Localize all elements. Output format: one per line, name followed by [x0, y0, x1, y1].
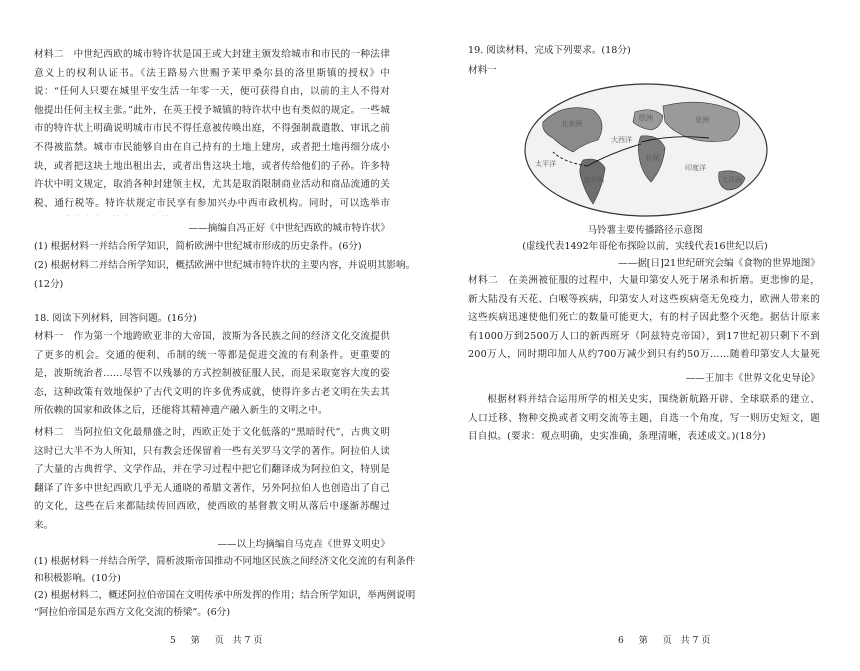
- map-label-africa: 非洲: [645, 154, 659, 162]
- map-source: ——据[日]21世纪研究会编《食物的世界地图》: [618, 258, 820, 269]
- map-label-north-america: 北美洲: [561, 120, 582, 128]
- q18-question-1: (1) 根据材料一并结合所学，简析波斯帝国推动不同地区民族之间经济文化交流的有利条件: [34, 556, 416, 567]
- map-label-indian-ocean: 印度洋: [685, 164, 706, 172]
- q19-material2: 材料二 在美洲被征服的过程中，大量印第安人死于屠杀和折磨。更悲惨的是，新大陆没有天花、白喉等疾病，印第安人对这些疾病毫无免疫力，欧洲人带来的这些疾病迅速使他们死亡的数量可能更大，有的村子因此整个灭绝。据估计原来有1000万到2500万人口的新西班牙（阿兹特克帝国），到17世纪初只剩下不到200万人，同时期印加人从约700万减少到只有约50万……随着印第安人大量死: [468, 275, 820, 361]
- map-label-oceania: 大洋洲: [721, 176, 742, 184]
- map-label-europe: 欧洲: [639, 114, 653, 122]
- q18-material1: 材料一 作为第一个地跨欧亚非的大帝国，波斯为各民族之间的经济文化交流提供了更多的机会。交通的便利、币制的统一等都是促进交流的有利条件。更重要的是，波斯统治者……尽管不以残暴的方式控制被征服人民，而是采取宽容大度的姿态，这种政策有效地保护了古代文明的许多优秀成就，使得许多古老文明在失去其所依赖的国家和政体之后，还能将其精神遗产融入新生的文明之中。: [34, 331, 390, 417]
- potato-route-map: [523, 82, 769, 218]
- map-label-pacific: 太平洋: [535, 160, 556, 168]
- world-map-graphic: [523, 82, 769, 218]
- q18-question-1-cont: 和积极影响。(10分): [34, 573, 121, 584]
- right-page: [430, 0, 860, 671]
- q19-material2-source: ——王加丰《世界文化史导论》: [685, 373, 820, 384]
- q17-question-2-score: (12分): [34, 279, 64, 290]
- page-number-6: 6 第 页 共7页: [618, 636, 714, 646]
- map-note: (虚线代表1492年哥伦布探险以前，实线代表16世纪以后): [522, 241, 768, 252]
- map-label-atlantic: 大西洋: [611, 136, 632, 144]
- map-caption: 马铃薯主要传播路径示意图: [587, 225, 703, 236]
- page-number-5: 5 第 页 共7页: [170, 636, 266, 646]
- q19-task: 根据材料并结合运用所学的相关史实，围绕新航路开辟、全球联系的建立、人口迁移、物种交换或者文明交流等主题，自选一个角度，写一则历史短文，题目自拟。(要求：观点明确，史实准确，条理清晰，表述成文。)(18分): [468, 394, 820, 443]
- q19-title: 19. 阅读材料，完成下列要求。(18分): [468, 45, 631, 56]
- q17-material2: 材料二 中世纪西欧的城市特许状是国王或大封建主颁发给城市和市民的一种法律意义上的权利认证书。《法王路易六世赐予茉甲桑尔县的洛里斯镇的授权》中说：“任何人只要在城里平安生活一年零一天，便可获得自由，以前的主人不得对他提出任何主权主张。”此外，在英王授予城镇的特许状中也有类似的规定。一些城市的特许状上明确说明城市市民不得任意被传唤出庭，不得强制裁遣散、审讯之前不得被监禁。城市市民能够自由在自己持有的土地上建房，或者把土地再细分成小块，或者把这块土地出租出去，或者出售这块土地，或者传给他们的子孙。许多特许状中明文规定，取消各种封建领主权，尤其是取消限制商业活动和商品流通的关税、通行税等。特许状规定市民享有参加兴办中西市政机构。同时，可以选举市: [34, 49, 390, 209]
- q18-question-2: (2) 根据材料二，概述阿拉伯帝国在文明传承中所发挥的作用；结合所学知识，举两例说明: [34, 590, 416, 601]
- q17-question-1: (1) 根据材料一并结合所学知识，简析欧洲中世纪城市形成的历史条件。(6分): [34, 241, 362, 252]
- map-label-south-america: 南美洲: [583, 176, 604, 184]
- map-label-asia: 亚洲: [695, 116, 709, 124]
- q18-source: ——以上均摘编自马克垚《世界文明史》: [217, 539, 390, 550]
- q19-material1-label: 材料一: [468, 65, 497, 76]
- q18-material2: 材料二 当阿拉伯文化最鼎盛之时，西欧正处于文化低落的“黑暗时代”，古典文明这时已大半不为人所知，只有教会还保留着一些有关罗马文学的著作。阿拉伯人读了大量的古典哲学、文学作品，并在学习过程中把它们翻译成为阿拉伯文，特别是翻译了许多中世纪西欧几乎无人通晓的希腊文著作，另外阿拉伯人也创造出了自己的文化，这些在后来都陆续传回西欧，使西欧的基督教文明从落后中逐渐苏醒过来。: [34, 427, 390, 531]
- q18-question-2-cont: “阿拉伯帝国是东西方文化交流的桥梁”。(6分): [34, 607, 231, 618]
- q17-source: ——摘编自冯正好《中世纪西欧的城市特许状》: [188, 223, 390, 234]
- q17-question-2: (2) 根据材料二并结合所学知识，概括欧洲中世纪城市特许状的主要内容，并说明其影响。: [34, 260, 416, 271]
- q18-title: 18. 阅读下列材料，回答问题。(16分): [34, 313, 197, 324]
